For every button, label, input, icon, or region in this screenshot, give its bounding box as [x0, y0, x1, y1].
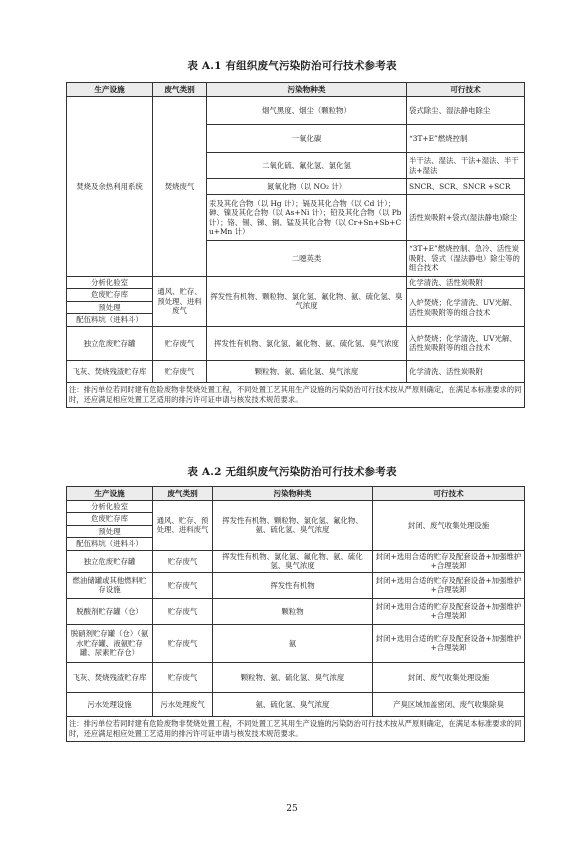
table-2-header-row — [67, 487, 525, 501]
table-row — [67, 326, 525, 360]
table-1 — [66, 82, 525, 408]
facility-cell: 污水处理设施 — [67, 692, 153, 716]
category-cell: 贮存废气 — [153, 572, 213, 598]
facility-cell: 危废贮存库 — [67, 513, 153, 525]
pollutant-cell: 二氧化硫、氟化氢、氯化氢 — [207, 153, 407, 179]
facility-cell: 配伍料坑（进料斗） — [67, 538, 153, 550]
facility-cell: 分析化验室 — [67, 501, 153, 513]
pollutant-cell: 氨 — [213, 624, 373, 662]
category-cell: 贮存废气 — [153, 360, 207, 382]
page-number: 25 — [286, 804, 298, 814]
header-facility: 生产设施 — [67, 83, 153, 97]
table-row — [67, 662, 525, 692]
pollutant-cell: 挥发性有机物、氯化氢、氟化物、氨、硫化氢、臭气浓度 — [207, 326, 407, 360]
pollutant-cell: 氮氧化物（以 NO₂ 计） — [207, 179, 407, 195]
pollutant-cell: 挥发性有机物、氯化氢、氟化物、氨、硫化氢、臭气浓度 — [213, 550, 373, 572]
technique-cell: 封闭、废气收集处理设施 — [373, 662, 525, 692]
technique-cell: 封闭、废气收集处理设施 — [373, 501, 525, 551]
facility-cell: 预处理 — [67, 525, 153, 537]
table-2-title: 表 A.2 无组织废气污染防治可行技术参考表 — [187, 466, 397, 478]
pollutant-cell: 一氧化碳 — [207, 125, 407, 153]
note-row — [67, 382, 525, 407]
technique-cell: 封闭+选用合适的贮存及配套设备+加强维护+合理装卸 — [373, 624, 525, 662]
technique-cell: 封闭+选用合适的贮存及配套设备+加强维护+合理装卸 — [373, 550, 525, 572]
table-row — [67, 624, 525, 662]
pollutant-cell: 二噁英类 — [207, 241, 407, 277]
facility-cell: 燃油储罐或其他燃料贮存设施 — [67, 572, 153, 598]
header-category: 废气类别 — [153, 83, 207, 97]
header-technique: 可行技术 — [373, 487, 525, 501]
facility-cell: 分析化验室 — [67, 277, 153, 289]
table-row — [67, 277, 525, 289]
category-cell: 贮存废气 — [153, 326, 207, 360]
technique-cell: 产臭区域加盖密闭、废气收集除臭 — [373, 692, 525, 716]
header-technique: 可行技术 — [407, 83, 525, 97]
technique-cell: “3T+E”燃烧控制、急冷、活性炭吸附、袋式（湿法静电）除尘等的组合技术 — [407, 241, 525, 277]
category-cell: 贮存废气 — [153, 662, 213, 692]
table-row — [67, 550, 525, 572]
facility-cell: 飞灰、焚烧残渣贮存库 — [67, 662, 153, 692]
pollutant-cell: 颗粒物 — [213, 598, 373, 624]
technique-cell: 半干法、湿法、干法+湿法、半干法+湿法 — [407, 153, 525, 179]
header-category: 废气类别 — [153, 487, 213, 501]
technique-cell: 入炉焚烧；化学清洗、UV光解、活性炭吸附等的组合技术 — [407, 289, 525, 326]
pollutant-cell: 颗粒物、氨、硫化氢、臭气浓度 — [213, 662, 373, 692]
table-row — [67, 692, 525, 716]
header-pollutant: 污染物种类 — [207, 83, 407, 97]
category-cell: 污水处理废气 — [153, 692, 213, 716]
category-cell: 通风、贮存、预处理、进料废气 — [153, 277, 207, 327]
header-facility: 生产设施 — [67, 487, 153, 501]
table-row — [67, 97, 525, 125]
table-row — [67, 501, 525, 513]
pollutant-cell: 挥发性有机物、颗粒物、氯化氢、氟化物、氨、硫化氢、臭气浓度 — [213, 501, 373, 551]
pollutant-cell: 汞及其化合物（以 Hg 计）；镉及其化合物（以 Cd 计）；砷、镍及其化合物（以 As+Ni 计）；铅及其化合物（以 Pb 计）；铬、锡、锑、铜、锰及其化合物（以 Cr+Sn+Sb+Cu+Mn 计） — [207, 195, 407, 241]
category-cell: 贮存废气 — [153, 550, 213, 572]
pollutant-cell: 挥发性有机物 — [213, 572, 373, 598]
category-cell: 通风、贮存、预处理、进料废气 — [153, 501, 213, 551]
pollutant-cell: 烟气黑度、烟尘（颗粒物） — [207, 97, 407, 125]
facility-cell: 脱硝剂贮存罐（仓）（氨水贮存罐、液氨贮存罐、尿素贮存仓） — [67, 624, 153, 662]
category-cell: 焚烧废气 — [153, 97, 207, 277]
facility-cell: 飞灰、焚烧残渣贮存库 — [67, 360, 153, 382]
technique-cell: 袋式除尘、湿法静电除尘 — [407, 97, 525, 125]
table-row — [67, 360, 525, 382]
technique-cell: 活性炭吸附+袋式(湿法静电)除尘 — [407, 195, 525, 241]
table-1-title: 表 A.1 有组织废气污染防治可行技术参考表 — [187, 60, 397, 72]
technique-cell: 封闭+选用合适的贮存及配套设备+加强维护+合理装卸 — [373, 572, 525, 598]
table-note: 注：排污单位若同时建有危险废物非焚烧处置工程，不同处置工艺其用生产设施的污染防治可行技术按从严原则确定，在满足本标准要求的同时，还应满足相应处置工艺适用的排污许可证申请与核发技术规范要求。 — [67, 716, 525, 741]
technique-cell: SNCR、SCR、SNCR +SCR — [407, 179, 525, 195]
note-row — [67, 716, 525, 741]
facility-cell: 独立危废贮存罐 — [67, 550, 153, 572]
header-pollutant: 污染物种类 — [213, 487, 373, 501]
table-row — [67, 598, 525, 624]
category-cell: 贮存废气 — [153, 624, 213, 662]
facility-cell: 焚烧及余热利用系统 — [67, 97, 153, 277]
table-note: 注：排污单位若同时建有危险废物非焚烧处置工程，不同处置工艺其用生产设施的污染防治可行技术按从严原则确定，在满足本标准要求的同时，还应满足相应处置工艺适用的排污许可证申请与核发技术规范要求。 — [67, 382, 525, 407]
technique-cell: 化学清洗、活性炭吸附 — [407, 360, 525, 382]
facility-cell: 独立危废贮存罐 — [67, 326, 153, 360]
technique-cell: 封闭+选用合适的贮存及配套设备+加强维护+合理装卸 — [373, 598, 525, 624]
technique-cell: “3T+E”燃烧控制 — [407, 125, 525, 153]
table-2 — [66, 486, 525, 742]
pollutant-cell: 颗粒物、氨、硫化氢、臭气浓度 — [207, 360, 407, 382]
facility-cell: 预处理 — [67, 301, 153, 313]
facility-cell: 配伍料坑（进料斗） — [67, 314, 153, 326]
technique-cell: 化学清洗、活性炭吸附 — [407, 277, 525, 289]
facility-cell: 脱酸剂贮存罐（仓） — [67, 598, 153, 624]
technique-cell: 入炉焚烧；化学清洗、UV光解、活性炭吸附等的组合技术 — [407, 326, 525, 360]
table-1-header-row — [67, 83, 525, 97]
table-row — [67, 572, 525, 598]
pollutant-cell: 挥发性有机物、颗粒物、氯化氢、氟化物、氨、硫化氢、臭气浓度 — [207, 277, 407, 327]
facility-cell: 危废贮存库 — [67, 289, 153, 301]
pollutant-cell: 氨、硫化氢、臭气浓度 — [213, 692, 373, 716]
category-cell: 贮存废气 — [153, 598, 213, 624]
